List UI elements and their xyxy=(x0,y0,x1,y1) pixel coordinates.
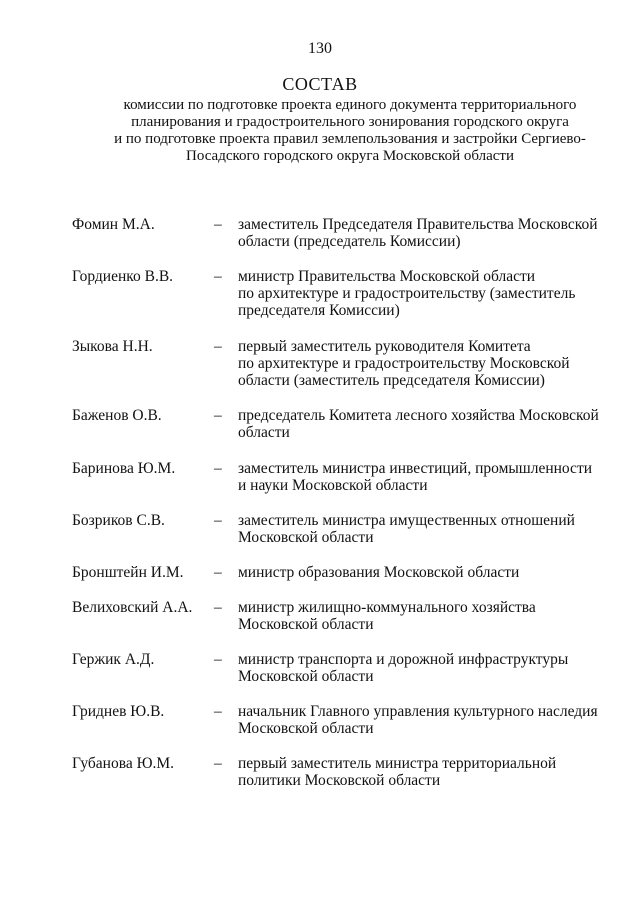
member-position xyxy=(238,755,608,789)
member-name: Бозриков С.В. xyxy=(72,512,165,529)
member-position xyxy=(238,460,608,494)
position-line: области xyxy=(238,424,290,441)
position-line: председателя Комиссии) xyxy=(238,302,400,319)
position-line: заместитель Председателя Правительства Московской xyxy=(238,216,598,233)
document-title: СОСТАВ xyxy=(282,74,358,94)
member-dash: – xyxy=(214,407,222,424)
member-name: Фомин М.А. xyxy=(72,216,155,233)
page-number: 130 xyxy=(308,40,332,57)
position-line: министр Правительства Московской области xyxy=(238,268,536,285)
member-position xyxy=(238,703,608,737)
position-line: Московской области xyxy=(238,720,374,737)
position-line: по архитектуре и градостроительству (заместитель xyxy=(238,285,576,302)
member-dash: – xyxy=(214,460,222,477)
member-position xyxy=(238,651,608,685)
member-position xyxy=(238,599,608,633)
position-line: первый заместитель руководителя Комитета xyxy=(238,338,531,355)
member-name: Гриднев Ю.В. xyxy=(72,703,165,720)
member-position xyxy=(238,564,608,581)
position-line: Московской области xyxy=(238,529,374,546)
member-name: Гордиенко В.В. xyxy=(72,268,174,285)
member-dash: – xyxy=(214,651,222,668)
member-name: Губанова Ю.М. xyxy=(72,755,175,772)
member-position xyxy=(238,512,608,546)
member-position xyxy=(238,268,608,319)
member-dash: – xyxy=(214,268,222,285)
member-name: Баринова Ю.М. xyxy=(72,460,176,477)
position-line: председатель Комитета лесного хозяйства Московской xyxy=(238,407,599,424)
subtitle-line: планирования и градостроительного зонирования городского округа xyxy=(131,114,569,130)
member-position xyxy=(238,407,608,441)
position-line: министр транспорта и дорожной инфраструктуры xyxy=(238,651,569,668)
member-dash: – xyxy=(214,338,222,355)
position-line: области (заместитель председателя Комиссии) xyxy=(238,372,545,389)
member-name: Баженов О.В. xyxy=(72,407,162,424)
position-line: начальник Главного управления культурного наследия xyxy=(238,703,598,720)
member-name: Гержик А.Д. xyxy=(72,651,155,668)
position-line: заместитель министра инвестиций, промышленности xyxy=(238,460,593,477)
member-dash: – xyxy=(214,564,222,581)
member-dash: – xyxy=(214,755,222,772)
member-dash: – xyxy=(214,512,222,529)
position-line: политики Московской области xyxy=(238,772,441,789)
position-line: министр жилищно-коммунального хозяйства xyxy=(238,599,536,616)
member-name: Велиховский А.А. xyxy=(72,599,193,616)
position-line: заместитель министра имущественных отношений xyxy=(238,512,575,529)
member-name: Зыкова Н.Н. xyxy=(72,338,153,355)
member-name: Бронштейн И.М. xyxy=(72,564,184,581)
subtitle-line: и по подготовке проекта правил землепользования и застройки Сергиево- xyxy=(114,131,586,147)
subtitle-line: Посадского городского округа Московской области xyxy=(185,148,514,164)
member-dash: – xyxy=(214,703,222,720)
subtitle-line: комиссии по подготовке проекта единого документа территориального xyxy=(123,97,577,113)
member-position xyxy=(238,338,608,389)
position-line: Московской области xyxy=(238,616,374,633)
document-subtitle xyxy=(90,97,610,165)
position-line: министр образования Московской области xyxy=(238,564,520,581)
position-line: первый заместитель министра территориальной xyxy=(238,755,557,772)
member-position xyxy=(238,216,608,250)
member-dash: – xyxy=(214,216,222,233)
position-line: по архитектуре и градостроительству Московской xyxy=(238,355,570,372)
member-dash: – xyxy=(214,599,222,616)
position-line: и науки Московской области xyxy=(238,477,428,494)
position-line: Московской области xyxy=(238,668,374,685)
position-line: области (председатель Комиссии) xyxy=(238,233,461,250)
